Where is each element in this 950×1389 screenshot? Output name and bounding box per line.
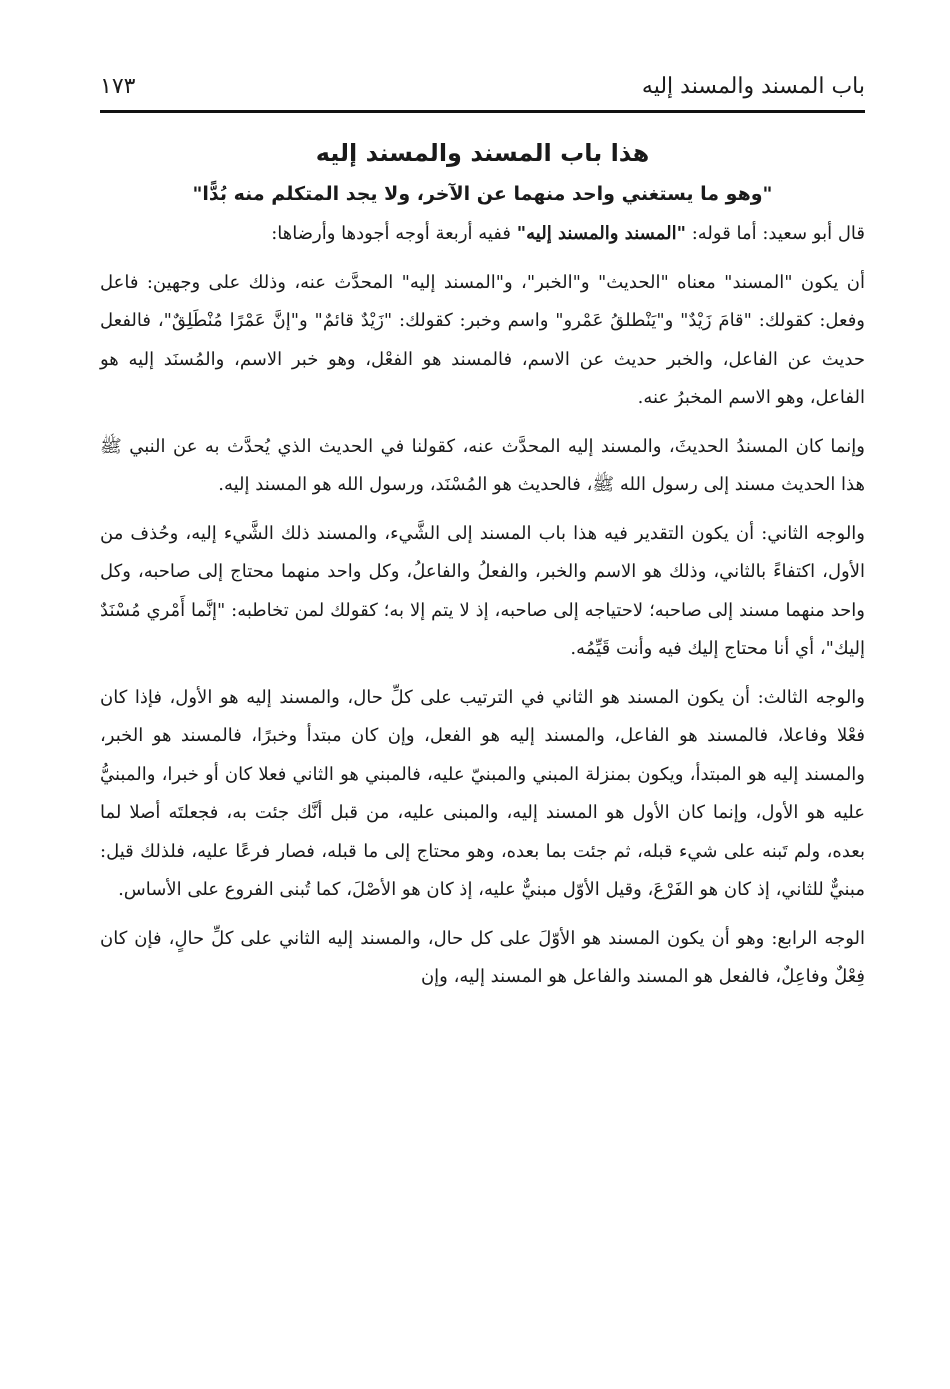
paragraph-bold-term: "المسند والمسند إليه" xyxy=(516,223,686,244)
chapter-quote: "وهو ما يستغني واحد منهما عن الآخر، ولا يجد المتكلم منه بُدًّا" xyxy=(192,183,773,205)
running-title: باب المسند والمسند إليه xyxy=(641,74,865,99)
book-page xyxy=(100,68,865,1007)
paragraph: الوجه الرابع: وهو أن يكون المسند هو الأوّلَ على كل حال، والمسند إليه الثاني على كلِّ حالٍ، فإن كان فِعْلٌ وفاعِلٌ، فالفعل هو المسند والفاعل هو المسند إليه، وإن xyxy=(100,927,865,987)
paragraph-rest: ففيه أربعة أوجه أجودها وأرضاها: xyxy=(271,223,517,244)
chapter-title: هذا باب المسند والمسند إليه xyxy=(315,139,650,167)
paragraph: وإنما كان المسندُ الحديثَ، والمسند إليه المحدَّث عنه، كقولنا في الحديث الذي يُحدَّث به عن النبي ﷺ هذا الحديث مسند إلى رسول الله ﷺ، فالحديث هو المُسْنَد، ورسول الله هو المسند إليه. xyxy=(100,435,865,495)
paragraph-lead: قال أبو سعيد: أما قوله: xyxy=(685,223,865,244)
page-number: ١٧٣ xyxy=(100,74,136,99)
paragraph: أن يكون "المسند" معناه "الحديث" و"الخبر"، و"المسند إليه" المحدَّث عنه، وذلك على وجهين: فاعل وفعل: كقولك: "قامَ زَيْدٌ" و"يَنْطلقُ عَمْرو" واسم وخبر: كقولك: "زَيْدٌ قائمٌ" و"إنَّ عَمْرًا مُنْطَلِقٌ"، فالفعل حديث عن الفاعل، والخبر حديث عن الاسم، فالمسند هو الفعْل، وهو خبر الاسم، والمُسنَد إليه هو الفاعل، وهو الاسم المخبرُ عنه. xyxy=(100,271,865,408)
running-header xyxy=(100,68,865,113)
paragraph xyxy=(100,215,865,254)
paragraph: والوجه الثاني: أن يكون التقدير فيه هذا باب المسند إلى الشَّيء، والمسند ذلك الشَّيء إليه، وحُذف من الأول، اكتفاءً بالثاني، وذلك هو الاسم والخبر، والفعلُ والفاعلُ، وكل واحد منهما محتاج إلى صاحبه، وكل واحد منهما مسند إلى صاحبه؛ لاحتياجه إلى صاحبه، إذ لا يتم إلا به؛ كقولك لمن تخاطبه: "إنَّما أَمْري مُسْنَدٌ إليك"، أي أنا محتاج إليك فيه وأنت قَيِّمُه. xyxy=(100,522,865,659)
paragraph: والوجه الثالث: أن يكون المسند هو الثاني في الترتيب على كلِّ حال، والمسند إليه هو الأول، فإذا كان فعْلا وفاعلا، فالمسند هو الفاعل، والمسند إليه هو الفعل، وإن كان مبتدأ وخبرًا، فالمسند هو الخبر، والمسند إليه هو المبتدأ، ويكون بمنزلة المبني والمبنيّ عليه، فالمبني هو الثاني فعلا كان أو خبرا، والمبنيُّ عليه هو الأول، وإنما كان الأول هو المسند إليه، والمبنى عليه، من قبل أنَّك جئت به، فجعلتَه أصلا لما بعده، ولم تَبنه على شيء قبله، ثم جئت بما بعده، وهو محتاج إلى ما قبله، فصار فرعًا عليه، فلذلك قيل: مبنيٌّ للثاني، إذ كان هو الفَرْعَ، وقيل الأوّل مبنيٌّ عليه، إذ كان هو الأصْلَ، كما تُبنى الفروع على الأساس. xyxy=(100,686,865,900)
